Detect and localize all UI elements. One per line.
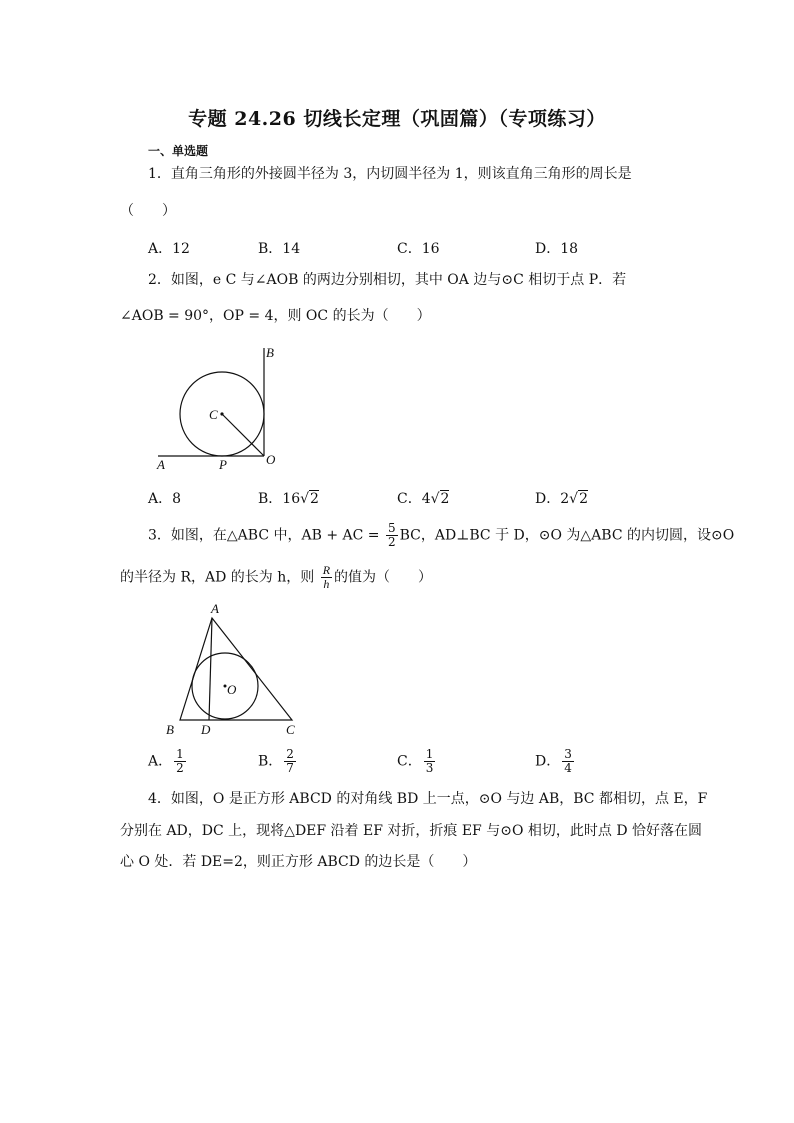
q4-stem-line1: 4．如图，O 是正方形 ABCD 的对角线 BD 上一点，⊙O 与边 AB，BC 都相切，点 E，F	[148, 791, 708, 807]
q3-label-b: B	[166, 722, 174, 737]
q3-option-a-label: A．	[148, 753, 173, 770]
q3-option-b-fraction	[284, 748, 296, 775]
q2-option-d	[535, 488, 588, 508]
q3-stem-line2	[120, 564, 432, 591]
q1-stem-line2: （ ）	[120, 203, 176, 219]
q3-altitude-ad	[209, 618, 212, 720]
q3-option-a-den: 2	[176, 761, 184, 775]
q2-label-o: O	[266, 452, 276, 467]
q3-option-d-den: 4	[564, 761, 572, 775]
q2-label-a: A	[157, 457, 165, 472]
q2-option-c	[397, 488, 449, 508]
q2-option-c-text: C．4	[397, 491, 431, 507]
q3-fraction-five-halves	[386, 522, 398, 549]
q2-label-c: C	[209, 407, 218, 422]
q2-center-dot	[220, 412, 223, 415]
q2-label-b: B	[266, 345, 274, 360]
q3-option-a-fraction	[174, 748, 186, 775]
q3-stem-line1-part2: BC，AD⊥BC 于 D，⊙O 为△ABC 的内切圆，设⊙O	[399, 527, 735, 544]
q3-frac-num: 5	[387, 521, 396, 535]
q2-option-c-radicand: 2	[440, 491, 450, 507]
q4-stem-line3: 心 O 处．若 DE=2，则正方形 ABCD 的边长是（ ）	[120, 854, 477, 870]
q3-option-a-num: 1	[176, 747, 184, 761]
q3-option-c-fraction	[424, 748, 436, 775]
q3-fraction-r-over-h	[321, 564, 332, 591]
q3-option-b-label: B．	[258, 753, 283, 770]
q3-option-b-den: 7	[286, 761, 294, 775]
q2-option-d-text: D．2	[535, 491, 570, 507]
q3-stem-line2-part2: 的值为（ ）	[334, 569, 433, 586]
radical-sign: √	[569, 491, 579, 507]
q4-stem-line2: 分别在 AD，DC 上，现将△DEF 沿着 EF 对折，折痕 EF 与⊙O 相切，此时点 D 恰好落在圆	[120, 823, 702, 839]
q3-frac2-den: h	[323, 577, 330, 591]
q3-option-c	[397, 748, 437, 775]
q1-option-d: D．18	[535, 241, 579, 257]
radical-sign: √	[300, 491, 310, 507]
q2-option-a: A．8	[148, 491, 182, 507]
q3-label-a: A	[211, 601, 219, 616]
q2-stem-line2: ∠AOB = 90°，OP = 4，则 OC 的长为（ ）	[120, 308, 431, 324]
q2-stem-line1: 2．如图，e C 与∠AOB 的两边分别相切，其中 OA 边与⊙C 相切于点 P．若	[148, 272, 627, 288]
q3-option-d-num: 3	[564, 747, 572, 761]
q3-option-c-label: C．	[397, 753, 422, 770]
section-heading: 一、单选题	[148, 144, 209, 158]
q3-option-d-label: D．	[535, 753, 561, 770]
q2-label-p: P	[219, 457, 227, 472]
q3-label-c: C	[286, 722, 295, 737]
q2-option-b-text: B．16	[258, 491, 301, 507]
q3-option-d-fraction	[562, 748, 574, 775]
q3-option-b	[258, 748, 298, 775]
q2-option-d-radicand: 2	[579, 491, 588, 507]
q1-stem-line1: 1．直角三角形的外接圆半径为 3，内切圆半径为 1，则该直角三角形的周长是	[148, 166, 632, 182]
q1-option-b: B．14	[258, 241, 301, 257]
q2-option-b-radicand: 2	[310, 491, 319, 507]
q1-option-c: C．16	[397, 241, 440, 257]
q1-option-a: A．12	[148, 241, 190, 257]
q3-option-b-num: 2	[286, 747, 294, 761]
q2-figure	[150, 338, 290, 478]
q3-option-c-den: 3	[425, 761, 434, 775]
q3-label-d: D	[201, 722, 211, 737]
q3-option-c-num: 1	[425, 747, 434, 761]
q3-frac2-num: R	[322, 563, 331, 577]
q3-option-d	[535, 748, 576, 775]
page-title: 专题 24.26 切线长定理（巩固篇）（专项练习）	[188, 108, 606, 130]
q3-stem-line2-part1: 的半径为 R，AD 的长为 h，则	[120, 569, 315, 586]
q2-option-b	[258, 488, 319, 508]
q3-stem-line1-part1: 3．如图，在△ABC 中，AB + AC =	[148, 527, 380, 544]
q3-figure	[160, 598, 310, 740]
q3-stem-line1	[148, 522, 734, 549]
q3-label-o: O	[227, 682, 237, 697]
q3-frac-den: 2	[387, 535, 396, 549]
q3-option-a	[148, 748, 188, 775]
radical-sign: √	[430, 491, 440, 507]
